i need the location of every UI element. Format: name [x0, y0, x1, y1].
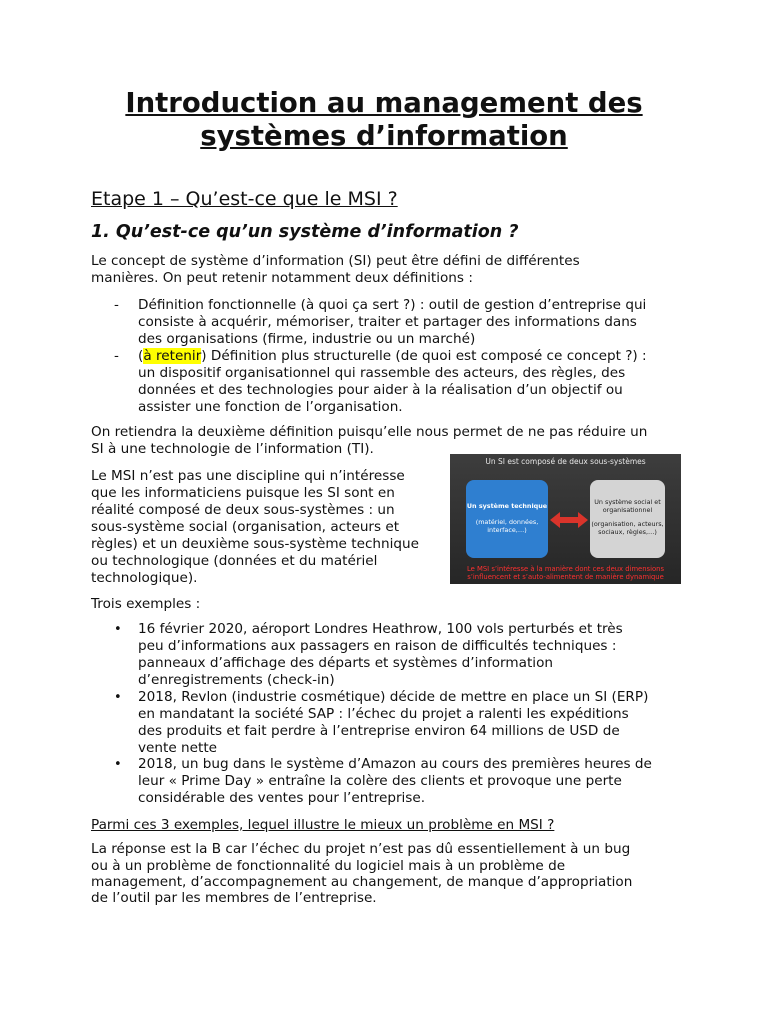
example-2-line: en mandatant la société SAP : l’échec du projet a ralenti les expéditions	[138, 706, 629, 722]
msi-line: Le MSI n’est pas une discipline qui n’intéresse	[91, 468, 405, 484]
social-subsystem-detail: (organisation, acteurs,	[591, 520, 664, 528]
definition-1-line: Définition fonctionnelle (à quoi ça sert ?) : outil de gestion d’entreprise qui	[138, 297, 647, 313]
retiendra-line: SI à une technologie de l’information (TI).	[91, 441, 374, 457]
example-3-line: 2018, un bug dans le système d’Amazon au cours des premières heures de	[138, 756, 652, 772]
answer-line: La réponse est la B car l’échec du projet n’est pas dû essentiellement à un bug	[91, 841, 631, 857]
figure-note-line: s’influencent et s’auto-alimentent de manière dynamique	[467, 573, 664, 581]
social-subsystem-box	[590, 480, 665, 558]
technical-subsystem-box	[466, 480, 548, 558]
example-3-line: considérable des ventes pour l’entreprise.	[138, 790, 426, 806]
intro-line: manières. On peut retenir notamment deux définitions :	[91, 270, 473, 286]
retiendra-line: On retiendra la deuxième définition puisqu’elle nous permet de ne pas réduire un	[91, 424, 648, 440]
highlight-a-retenir: à retenir	[143, 348, 202, 364]
definition-2-line: données et des technologies pour aider à la réalisation d’un objectif ou	[138, 382, 623, 398]
definition-2-first-rest: ) Définition plus structurelle (de quoi est composé ce concept ?) :	[201, 348, 647, 364]
msi-line: sous-système social (organisation, acteurs et	[91, 519, 400, 535]
social-subsystem-title: organisationnel	[602, 506, 653, 514]
definition-2-first-line	[138, 348, 647, 365]
si-subsystems-figure	[450, 454, 681, 584]
figure-title: Un SI est composé de deux sous-systèmes	[485, 457, 646, 466]
double-arrow-icon	[548, 509, 590, 531]
social-subsystem-detail: sociaux, règles,…)	[598, 528, 657, 536]
intro-line: Le concept de système d’information (SI) peut être défini de différentes	[91, 253, 580, 269]
example-2-line: 2018, Revlon (industrie cosmétique) décide de mettre en place un SI (ERP)	[138, 689, 649, 705]
dash-marker: -	[114, 297, 119, 313]
figure-note	[450, 565, 681, 581]
example-1-line: peu d’informations aux passagers en raison de difficultés techniques :	[138, 638, 617, 654]
definition-2-line: assister une fonction de l’organisation.	[138, 399, 403, 415]
technical-subsystem-detail: interface,…)	[487, 526, 527, 534]
technical-subsystem-title: Un système technique	[466, 502, 548, 510]
msi-line: ou technologique (données et du matériel	[91, 553, 378, 569]
dash-marker: -	[114, 348, 119, 364]
examples-intro: Trois exemples :	[91, 596, 201, 612]
document-title-line-1: Introduction au management des	[125, 87, 643, 119]
figure-note-line: Le MSI s’intéresse à la manière dont ces deux dimensions	[466, 565, 664, 573]
msi-line: règles) et un deuxième sous-système technique	[91, 536, 420, 552]
technical-subsystem-detail: (matériel, données,	[475, 518, 539, 526]
social-subsystem-title: Un système social et	[594, 498, 661, 506]
bullet-marker: •	[114, 622, 122, 637]
open-paren: (	[138, 348, 144, 364]
example-1-line: panneaux d’affichage des départs et systèmes d’information	[138, 655, 554, 671]
document-title-line-2: systèmes d’information	[200, 120, 568, 152]
msi-line: technologique).	[91, 570, 198, 586]
definition-1-line: consiste à acquérir, mémoriser, traiter et partager des informations dans	[138, 314, 637, 330]
answer-line: ou à un problème de fonctionnalité du logiciel mais à un problème de	[91, 858, 566, 874]
section-heading: Etape 1 – Qu’est-ce que le MSI ?	[91, 188, 398, 210]
definition-1-line: des organisations (firme, industrie ou un marché)	[138, 331, 476, 347]
answer-line: management, d’accompagnement au changement, de manque d’appropriation	[91, 874, 633, 890]
example-1-line: d’enregistrements (check-in)	[138, 672, 335, 688]
example-2-line: des produits et fait perdre à l’entreprise environ 64 millions de USD de	[138, 723, 620, 739]
definition-2-line: un dispositif organisationnel qui rassemble des acteurs, des règles, des	[138, 365, 626, 381]
answer-line: de l’outil par les membres de l’entreprise.	[91, 890, 377, 906]
bullet-marker: •	[114, 690, 122, 705]
bullet-marker: •	[114, 757, 122, 772]
question-heading: 1. Qu’est-ce qu’un système d’information ?	[91, 222, 519, 242]
msi-line: réalité composé de deux sous-systèmes : un	[91, 502, 395, 518]
example-1-line: 16 février 2020, aéroport Londres Heathrow, 100 vols perturbés et très	[138, 621, 623, 637]
msi-question: Parmi ces 3 exemples, lequel illustre le mieux un problème en MSI ?	[91, 817, 555, 833]
example-3-line: leur « Prime Day » entraîne la colère des clients et provoque une perte	[138, 773, 622, 789]
example-2-line: vente nette	[138, 740, 218, 756]
msi-line: que les informaticiens puisque les SI sont en	[91, 485, 395, 501]
